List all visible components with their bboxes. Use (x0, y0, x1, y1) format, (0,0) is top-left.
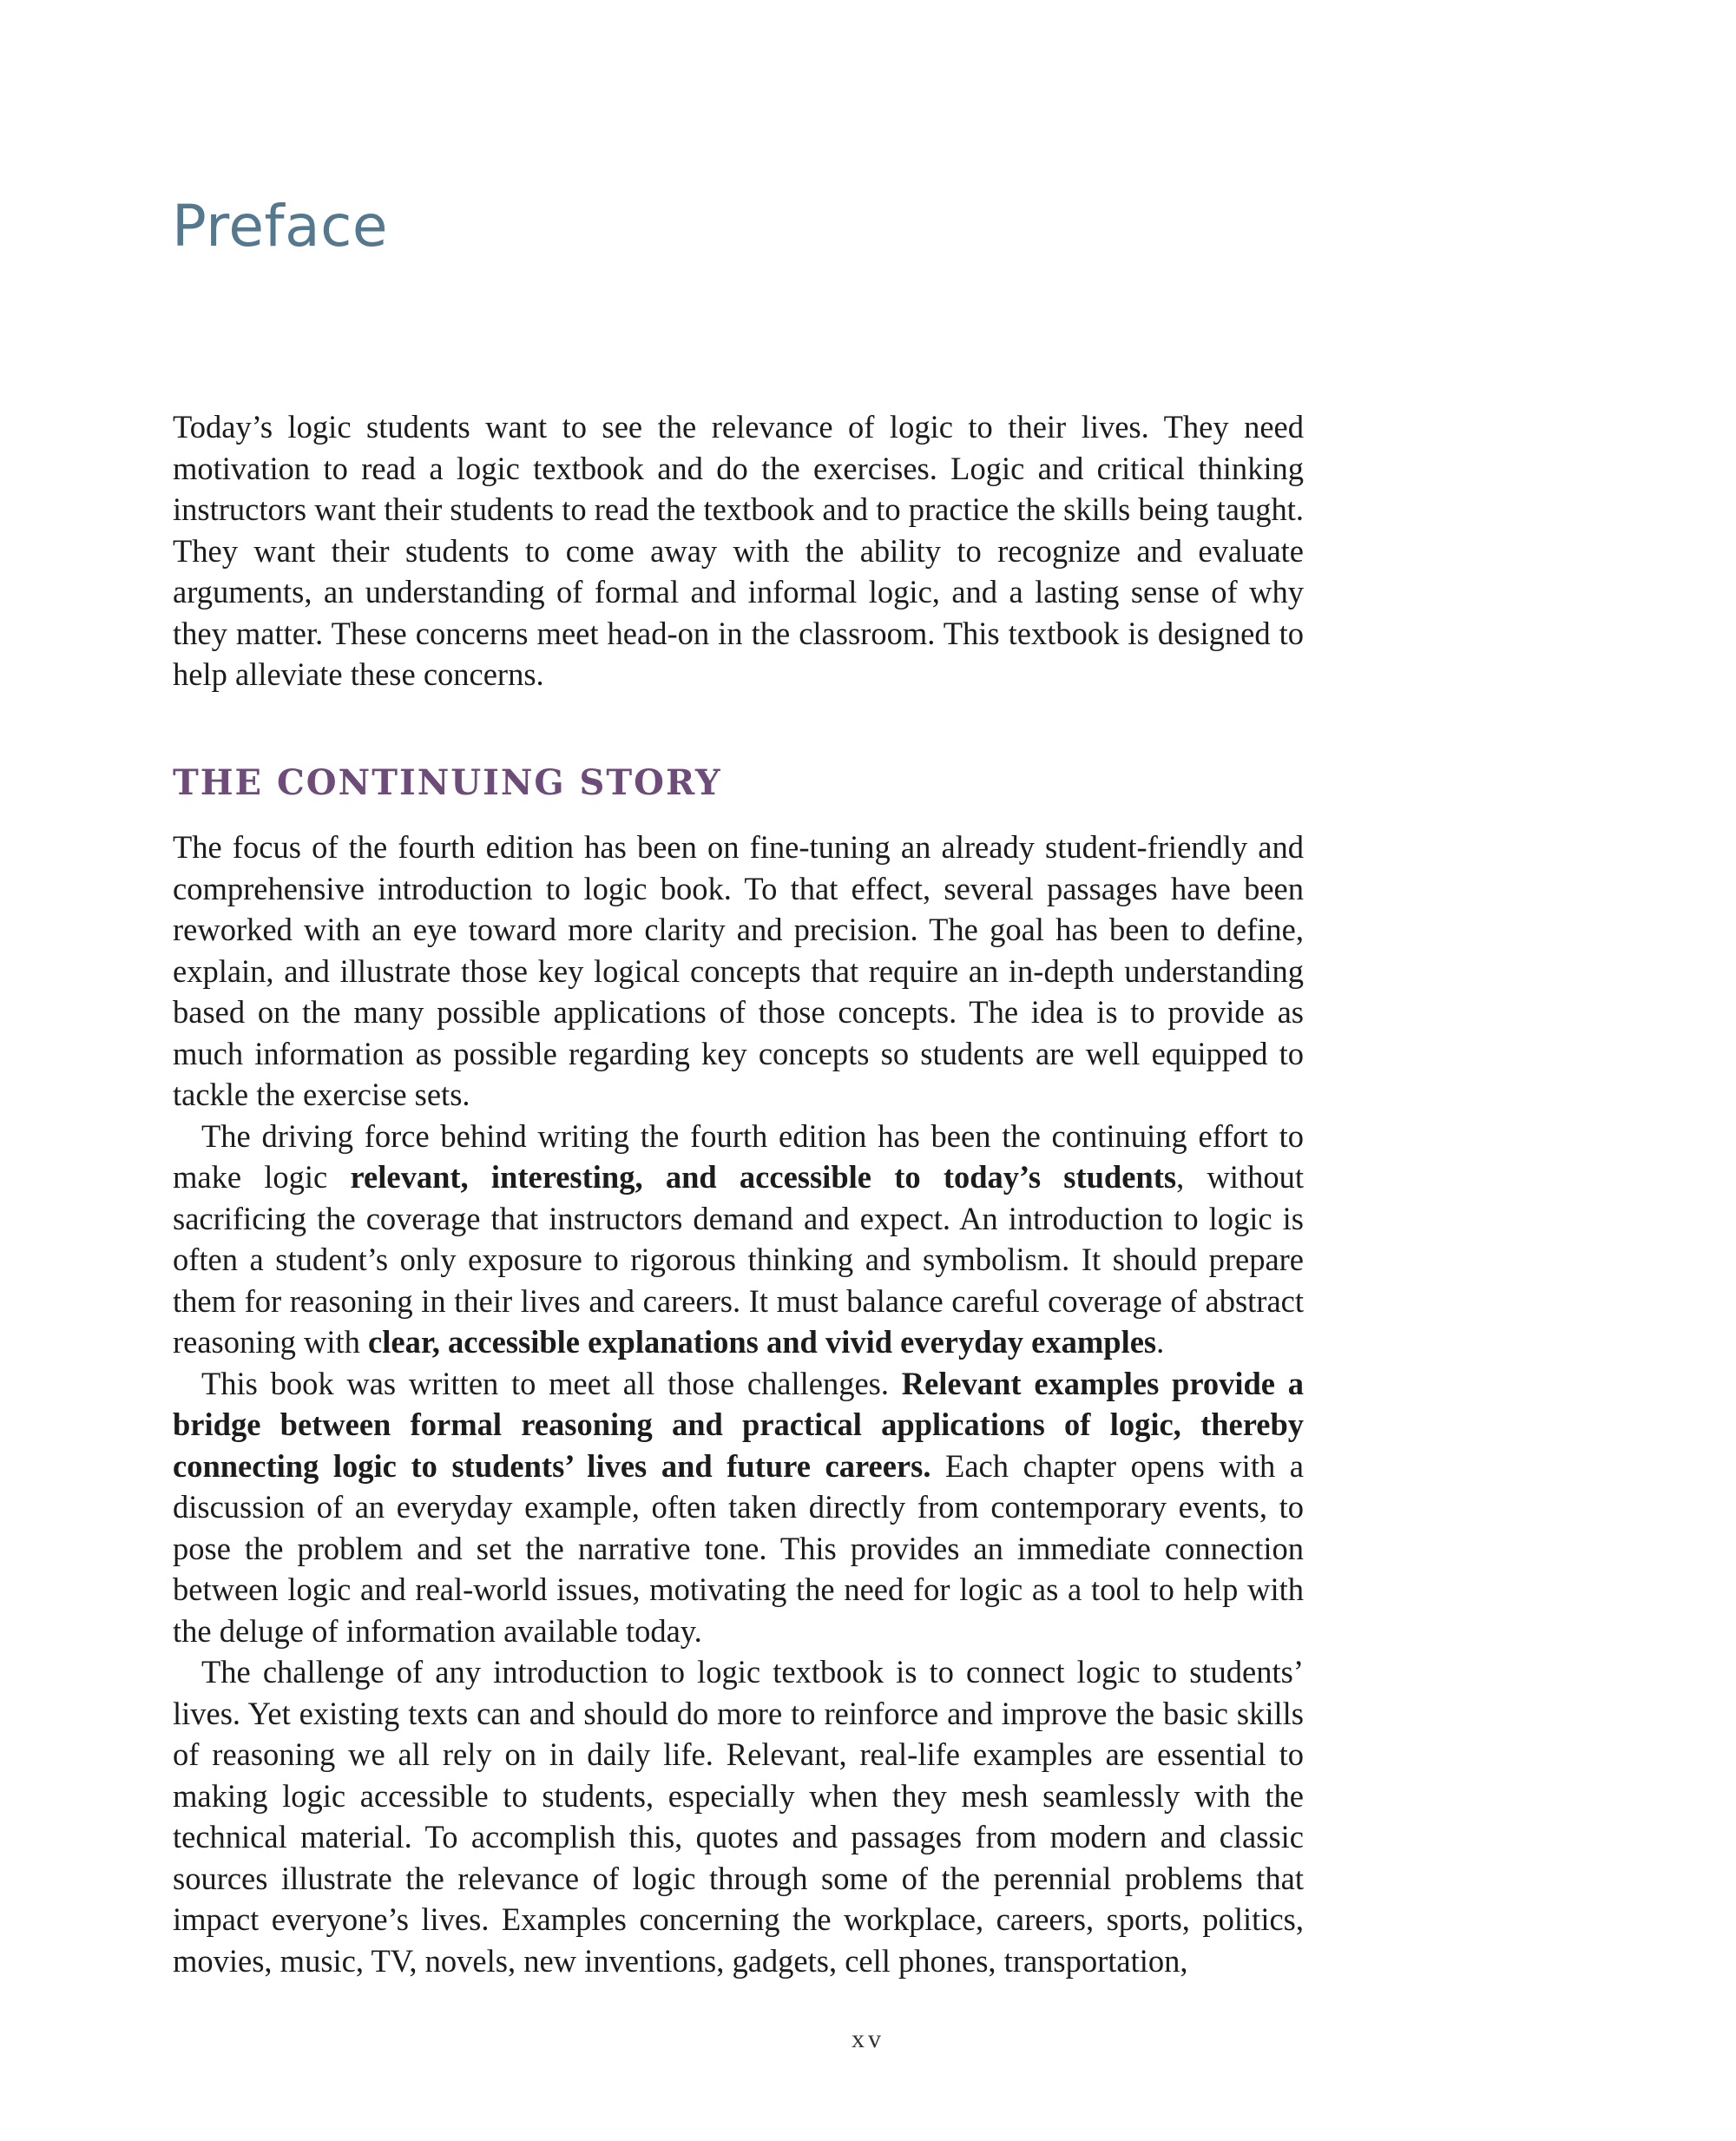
continuing-story-section (173, 827, 1304, 1981)
paragraph-3-text-1: This book was written to meet all those challenges. (201, 1365, 902, 1401)
page-number: xv (852, 2025, 884, 2053)
section-heading: THE CONTINUING STORY (173, 762, 722, 803)
body-paragraph-2 (173, 1116, 1304, 1363)
body-paragraph-1: The focus of the fourth edition has been on fine-tuning an already student-friendly and comprehensive introduction to logic book. To that effect, several passages have been reworked with an eye toward more clarity and precision. The goal has been to define, explain, and illustrate those key logical concepts that require an in-depth understanding based on the many possible applications of those concepts. The idea is to provide as much information as possible regarding key concepts so students are well equipped to tackle the exercise sets. (173, 829, 1304, 1112)
paragraph-2-text-3: . (1156, 1324, 1165, 1360)
paragraph-3-emphasis: Relevant examples provide a bridge between formal reasoning and practical applications of logic, thereby connecting logic to students’ lives and future careers. (173, 1365, 1304, 1484)
paragraph-2-text-1: The driving force behind writing the fourth edition has been the continuing effort to make logic (173, 1117, 1304, 1195)
body-paragraph-3 (173, 1363, 1304, 1652)
page-title: Preface (172, 193, 389, 260)
paragraph-2-emphasis-2: clear, accessible explanations and vivid everyday examples (368, 1324, 1157, 1360)
paragraph-2-text-2: , without sacrificing the coverage that instructors demand and expect. An introduction to logic is often a student’s only exposure to rigorous thinking and symbolism. It should prepare them for reasoning in their lives and careers. It must balance careful coverage of abstract reasoning with (173, 1159, 1304, 1360)
intro-section (173, 406, 1304, 695)
intro-paragraph: Today’s logic students want to see the relevance of logic to their lives. They need motivation to read a logic textbook and do the exercises. Logic and critical thinking instructors want their students to read the textbook and to practice the skills being taught. They want their students to come away with the ability to recognize and evaluate arguments, an understanding of formal and informal logic, and a lasting sense of why they matter. These concerns meet head-on in the classroom. This textbook is designed to help alleviate these concerns. (173, 409, 1304, 692)
body-paragraph-4: The challenge of any introduction to logic textbook is to connect logic to students’ lives. Yet existing texts can and should do more to reinforce and improve the basic skills of reasoning we all rely on in daily life. Relevant, real-life examples are essential to making logic accessible to students, especially when they mesh seamlessly with the technical material. To accomplish this, quotes and passages from modern and classic sources illustrate the relevance of logic through some of the perennial problems that impact everyone’s lives. Examples concerning the workplace, careers, sports, politics, movies, music, TV, novels, new inventions, gadgets, cell phones, transportation, (173, 1654, 1304, 1979)
paragraph-2-emphasis-1: relevant, interesting, and accessible to today’s students (350, 1159, 1177, 1195)
paragraph-3-text-2: Each chapter opens with a discussion of an everyday example, often taken directly from contemporary events, to pose the problem and set the narrative tone. This provides an immediate connection between logic and real-world issues, motivating the need for logic as a tool to help with the deluge of information available today. (173, 1447, 1304, 1649)
